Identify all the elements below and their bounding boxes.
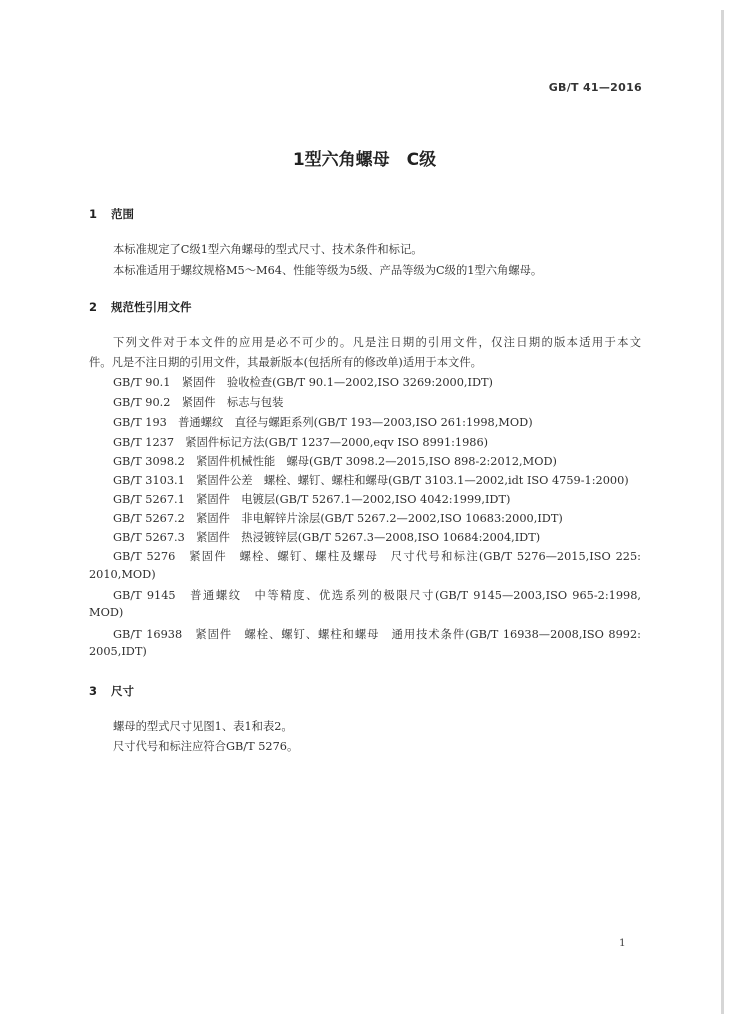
reference-item: GB/T 90.2 紧固件 标志与包装 [113, 396, 284, 409]
paragraph-line: 本标准规定了C级1型六角螺母的型式尺寸、技术条件和标记。 [113, 243, 423, 256]
section-heading-normative-references [89, 299, 192, 315]
page-title: 1型六角螺母 C级 [292, 150, 437, 170]
reference-item: GB/T 193 普通螺纹 直径与螺距系列(GB/T 193—2003,ISO 261:1998,MOD) [113, 416, 533, 429]
paragraph-line: 螺母的型式尺寸见图1、表1和表2。 [113, 720, 293, 733]
reference-item: GB/T 16938 紧固件 螺栓、螺钉、螺柱和螺母 通用技术条件(GB/T 16938—2008,ISO 8992: [113, 628, 641, 641]
paragraph-line: 件。凡是不注日期的引用文件，其最新版本(包括所有的修改单)适用于本文件。 [89, 356, 482, 369]
reference-item-continuation: 2005,IDT) [89, 645, 147, 658]
reference-item: GB/T 1237 紧固件标记方法(GB/T 1237—2000,eqv ISO 8991:1986) [113, 436, 489, 449]
reference-item: GB/T 9145 普通螺纹 中等精度、优选系列的极限尺寸(GB/T 9145—2003,ISO 965-2:1998, [113, 589, 641, 602]
section-number: 3 [89, 684, 98, 698]
section-heading-dimensions [89, 683, 134, 699]
reference-item: GB/T 3103.1 紧固件公差 螺栓、螺钉、螺柱和螺母(GB/T 3103.1—2002,idt ISO 4759-1:2000) [113, 474, 629, 487]
reference-item: GB/T 3098.2 紧固件机械性能 螺母(GB/T 3098.2—2015,ISO 898-2:2012,MOD) [113, 455, 557, 468]
paragraph-line: 下列文件对于本文件的应用是必不可少的。凡是注日期的引用文件，仅注日期的版本适用于本文 [113, 336, 641, 349]
section-number: 1 [89, 207, 98, 221]
reference-item-continuation: 2010,MOD) [89, 568, 156, 581]
section-title: 尺寸 [111, 684, 134, 698]
section-title: 规范性引用文件 [111, 300, 192, 314]
section-number: 2 [89, 300, 98, 314]
reference-item: GB/T 5267.1 紧固件 电镀层(GB/T 5267.1—2002,ISO 4042:1999,IDT) [113, 493, 511, 506]
document-code: GB/T 41—2016 [548, 81, 642, 94]
paragraph-line: 尺寸代号和标注应符合GB/T 5276。 [113, 740, 299, 753]
reference-item: GB/T 5267.2 紧固件 非电解锌片涂层(GB/T 5267.2—2002,ISO 10683:2000,IDT) [113, 512, 563, 525]
section-heading-scope [89, 206, 134, 222]
page-number: 1 [619, 937, 626, 949]
reference-item: GB/T 5267.3 紧固件 热浸镀锌层(GB/T 5267.3—2008,ISO 10684:2004,IDT) [113, 531, 541, 544]
section-title: 范围 [111, 207, 134, 221]
paragraph-line: 本标准适用于螺纹规格M5～M64、性能等级为5级、产品等级为C级的1型六角螺母。 [113, 264, 543, 277]
reference-item-continuation: MOD) [89, 606, 124, 619]
reference-item: GB/T 5276 紧固件 螺栓、螺钉、螺柱及螺母 尺寸代号和标注(GB/T 5276—2015,ISO 225: [113, 550, 641, 563]
reference-item: GB/T 90.1 紧固件 验收检查(GB/T 90.1—2002,ISO 3269:2000,IDT) [113, 376, 493, 389]
